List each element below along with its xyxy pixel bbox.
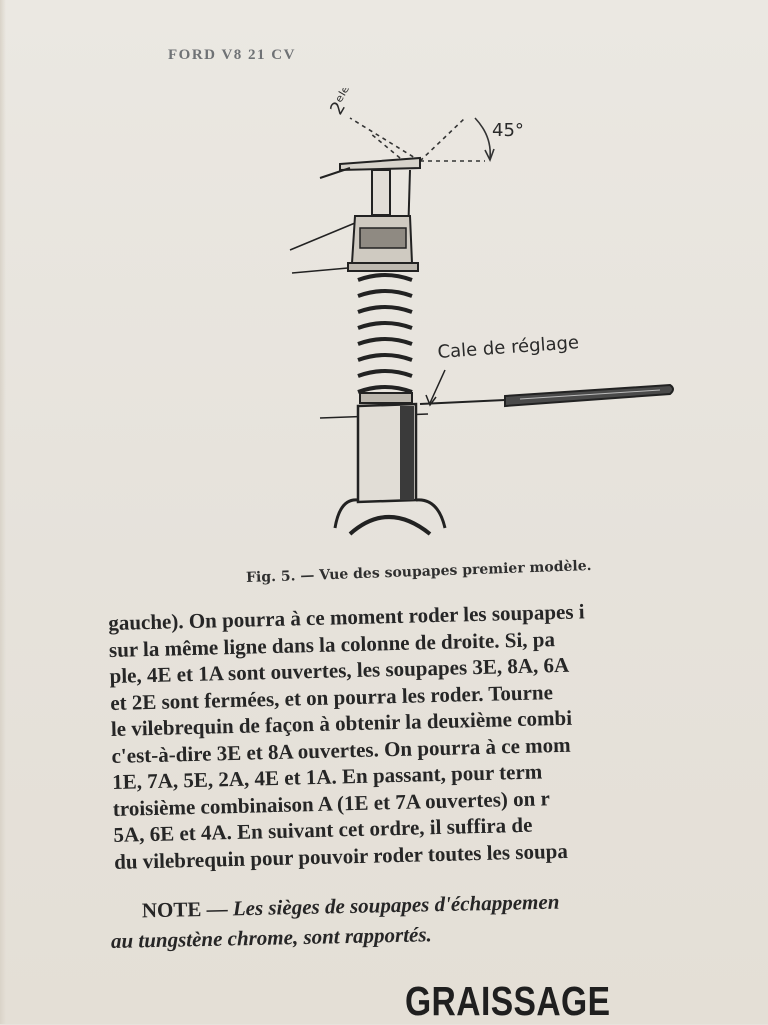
tappet xyxy=(320,404,445,534)
note-text-1: Les sièges de soupapes d'échappemen xyxy=(232,889,560,921)
note-lead: NOTE — xyxy=(141,896,228,923)
valve-diagram xyxy=(280,88,700,548)
note-paragraph xyxy=(110,881,768,956)
text-line: sur la même ligne dans la colonne de droite. Si, pa xyxy=(108,626,556,662)
text-line: troisième combinaison A (1E et 7A ouvertes) on r xyxy=(112,785,551,821)
valve-guide xyxy=(290,216,418,273)
angle-45-label: 45° xyxy=(492,120,524,141)
valve-figure xyxy=(280,88,700,548)
note-text-2: au tungstène chrome, sont rapportés. xyxy=(110,922,433,953)
text-line: ple, 4E et 1A sont ouvertes, les soupapes 3E, 8A, 6A xyxy=(109,652,570,688)
section-heading: GRAISSAGE xyxy=(405,978,611,1024)
text-line: du vilebrequin pour pouvoir roder toutes les soupa xyxy=(113,838,569,874)
angle-lines xyxy=(350,118,485,161)
shim-label: Cale de réglage xyxy=(436,332,580,363)
feeler-gauge xyxy=(420,385,673,406)
angle-top-label: 2ᵉˡᵉ xyxy=(326,88,360,119)
text-line: 1E, 7A, 5E, 2A, 4E et 1A. En passant, pour term xyxy=(111,759,543,794)
angle-arc xyxy=(475,118,490,158)
valve-spring xyxy=(358,275,412,392)
text-line: et 2E sont fermées, et on pourra les roder. Tourne xyxy=(109,679,554,715)
figure-caption: Fig. 5. — Vue des soupapes premier modèle. xyxy=(245,557,592,587)
text-line: gauche). On pourra à ce moment roder les soupapes i xyxy=(108,599,585,635)
body-paragraph xyxy=(108,593,768,875)
text-line: 5A, 6E et 4A. En suivant cet ordre, il suffira de xyxy=(113,812,533,847)
text-line: c'est-à-dire 3E et 8A ouvertes. On pourra à ce mom xyxy=(111,732,571,768)
running-header: FORD V8 21 CV xyxy=(168,47,296,63)
valve-stem xyxy=(372,170,390,215)
text-line: le vilebrequin de façon à obtenir la deuxième combi xyxy=(110,705,573,741)
shim-arrow xyxy=(430,370,445,403)
